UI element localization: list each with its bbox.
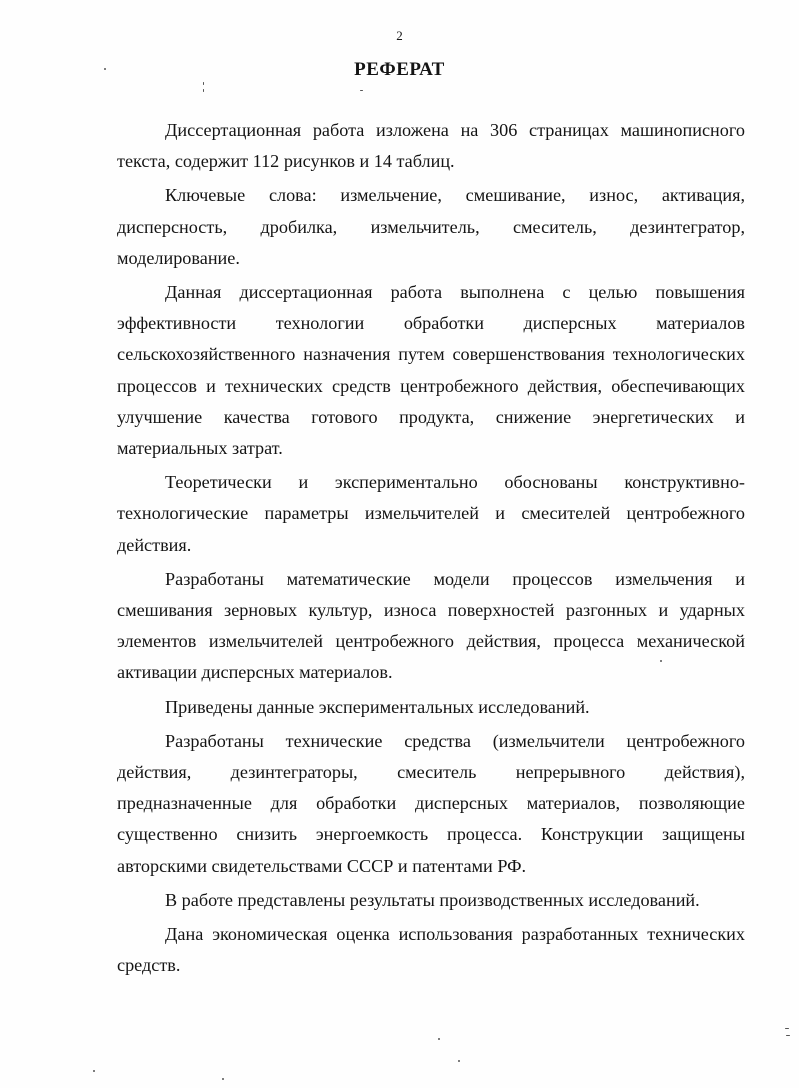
paragraph-experiments: Приведены данные экспериментальных исследований. [165, 696, 590, 717]
paragraph-keywords: Ключевые слова: измельчение, смешивание, износ, активация, дисперсность, дробилка, измельчитель, смеситель, дезинтегратор, моделирование. [117, 185, 745, 268]
scan-speck [93, 1070, 95, 1072]
scan-speck [786, 1035, 790, 1036]
paragraph-models: Разработаны математические модели процессов измельчения и смешивания зерновых культур, износа поверхностей разгонных и ударных элементов измельчителей центробежного действия, процесса механической активации дисперсных материалов. [117, 568, 745, 683]
scan-speck [785, 1028, 789, 1029]
page-number: 2 [396, 28, 403, 43]
paragraph-theory: Теоретически и экспериментально обоснованы конструктивно-технологические параметры измельчителей и смесителей центробежного действия. [117, 472, 745, 555]
paragraph-production: В работе представлены результаты производственных исследований. [165, 889, 700, 910]
paragraph-goal: Данная диссертационная работа выполнена с целью повышения эффективности технологии обработки дисперсных материалов сельскохозяйственного назначения путем совершенствования технологических процессов и технических средств центробежного действия, обеспечивающих улучшение качества готового продукта, снижение энергетических и материальных затрат. [117, 282, 745, 459]
scan-speck [222, 1078, 224, 1080]
paragraph-devices: Разработаны технические средства (измельчители центробежного действия, дезинтеграторы, смеситель непрерывного действия), предназначенные для обработки дисперсных материалов, позволяющие существенно снизить энергоемкость процесса. Конструкции защищены авторскими свидетельствами СССР и патентами РФ. [117, 730, 745, 876]
scan-speck [360, 90, 363, 91]
scan-speck [203, 89, 204, 92]
scan-speck [458, 1060, 460, 1062]
scan-speck [104, 68, 106, 70]
scan-speck [203, 82, 204, 85]
scan-speck [660, 660, 662, 662]
abstract-body [117, 115, 745, 981]
page-title: РЕФЕРАТ [354, 59, 445, 80]
scan-speck [438, 1038, 440, 1040]
paragraph-economics: Дана экономическая оценка использования разработанных технических средств. [117, 924, 745, 976]
paragraph-volume: Диссертационная работа изложена на 306 страницах машинописного текста, содержит 112 рисунков и 14 таблиц. [117, 120, 745, 172]
